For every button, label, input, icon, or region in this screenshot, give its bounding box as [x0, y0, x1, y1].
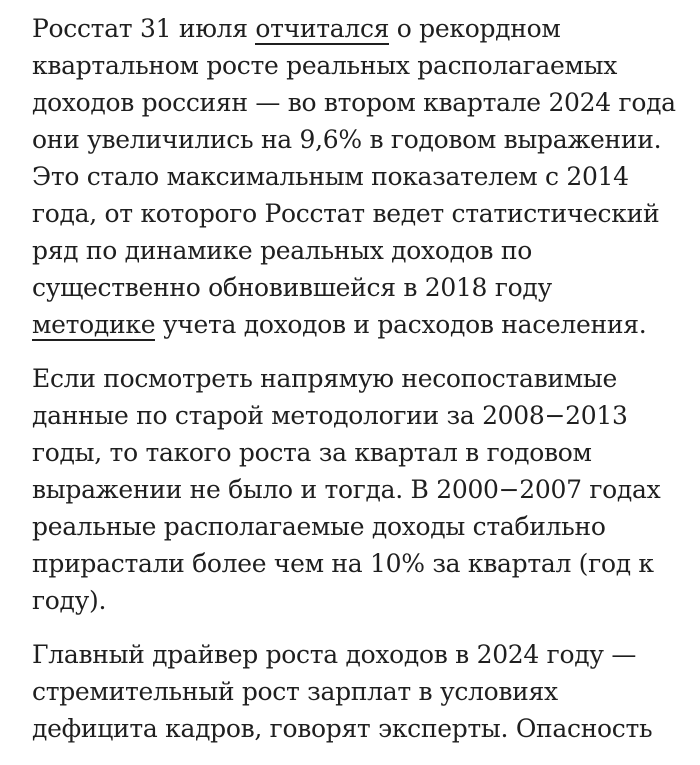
- text-line: Главный драйвер роста доходов в 2024 году —: [32, 640, 637, 669]
- paragraph-3: [32, 636, 682, 747]
- article-body: [32, 10, 682, 764]
- text-line: году).: [32, 586, 107, 615]
- text-line: [32, 306, 682, 343]
- text-span: Росстат 31 июля: [32, 14, 256, 43]
- link-otchitalsya[interactable]: отчитался: [255, 14, 390, 43]
- text-line: они увеличились на 9,6% в годовом выражении.: [32, 125, 662, 154]
- text-line: Если посмотреть напрямую несопоставимые: [32, 364, 617, 393]
- text-span: о рекордном: [389, 14, 561, 43]
- text-line: ряд по динамике реальных доходов по: [32, 236, 532, 265]
- text-line: реальные располагаемые доходы стабильно: [32, 512, 606, 541]
- text-span: учета доходов и расходов населения.: [155, 310, 647, 339]
- text-line: дефицита кадров, говорят эксперты. Опасность: [32, 714, 653, 743]
- paragraph-1: [32, 10, 682, 343]
- text-line: выражении не было и тогда. В 2000−2007 годах: [32, 475, 661, 504]
- link-metodike[interactable]: методике: [32, 310, 156, 339]
- text-line: квартальном росте реальных располагаемых: [32, 51, 618, 80]
- text-line: прирастали более чем на 10% за квартал (год к: [32, 549, 654, 578]
- text-line: [32, 10, 682, 47]
- paragraph-2: [32, 360, 682, 619]
- text-line: годы, то такого роста за квартал в годовом: [32, 438, 592, 467]
- text-line: доходов россиян — во втором квартале 2024 года: [32, 88, 676, 117]
- text-line: Это стало максимальным показателем с 2014: [32, 162, 629, 191]
- text-line: стремительный рост зарплат в условиях: [32, 677, 558, 706]
- text-line: года, от которого Росстат ведет статистический: [32, 199, 660, 228]
- text-line: данные по старой методологии за 2008−2013: [32, 401, 628, 430]
- text-line: существенно обновившейся в 2018 году: [32, 273, 552, 302]
